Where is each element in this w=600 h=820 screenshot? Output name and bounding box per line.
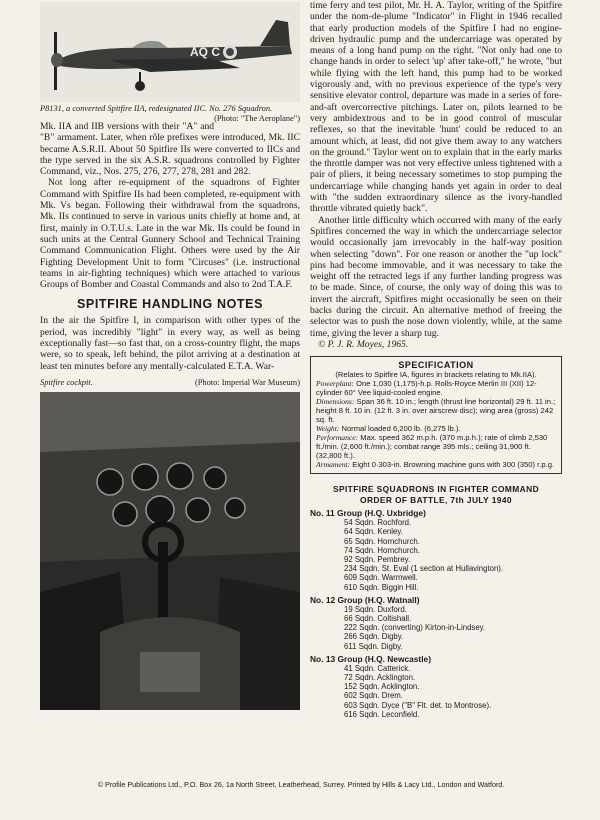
squadron-item: 222 Sqdn. (converting) Kirton-in-Lindsey. xyxy=(344,623,486,633)
squadrons-title xyxy=(310,484,562,505)
squadron-item: 54 Sqdn. Rochford. xyxy=(344,518,412,528)
squadron-item: 64 Sqdn. Kenley. xyxy=(344,527,403,537)
spec-subtitle: (Relates to Spitfire IA, figures in brackets relating to Mk.IIA). xyxy=(335,370,537,380)
top-photo-caption xyxy=(40,104,300,123)
cockpit-photo xyxy=(40,392,300,710)
handling-paragraph: In the air the Spitfire I, in comparison with other types of the period, was incredibly "light" in every way, as well as being exceptionally fast—so fast that, on a cross-country flight, the maps were, so to speak, left behind, the pilot arriving at a destination at least ten minutes before any mentally-calculated E.T.A. War- xyxy=(40,315,300,372)
spec-label: Powerplant: xyxy=(316,379,354,389)
spitfire-aircraft-image xyxy=(40,2,300,102)
squadron-item: 92 Sqdn. Pembrey. xyxy=(344,555,411,565)
top-photo-credit: (Photo: "The Aeroplane") xyxy=(214,114,300,123)
spec-text: One 1,030 (1,175)-h.p. Rolls-Royce Merlin III (XII) 12-cylinder 60° Vee liquid-cooled engine. xyxy=(316,379,537,398)
squadron-item: 19 Sqdn. Duxford. xyxy=(344,604,407,614)
spec-row xyxy=(316,460,556,469)
spec-text: Eight 0·303-in. Browning machine guns with 300 (350) r.p.g. xyxy=(350,460,555,470)
top-photo-caption-text: P8131, a converted Spitfire IIA, redesignated IIC. No. 276 Squadron. xyxy=(40,104,273,113)
spec-row xyxy=(316,433,556,460)
copyright-line: © P. J. R. Moyes, 1965. xyxy=(318,338,409,350)
squadron-group xyxy=(310,654,562,719)
squadron-item: 41 Sqdn. Catterick. xyxy=(344,663,411,673)
cockpit-caption-text: Spitfire cockpit. xyxy=(40,377,93,387)
squadron-group xyxy=(310,508,562,592)
spec-title: SPECIFICATION xyxy=(398,360,474,371)
left-paragraph: Mk. IIA and IIB versions with their "A" and "B" armament. Later, when rôle prefixes were introduced, Mk. IIC became A.S.R.II. About 50 Spitfire IIs were converted to IICs and the type served in the six A.S.R. squadrons controlled by Fighter Command, viz., Nos. 275, 276, 277, 278, 281 and 282. xyxy=(40,121,300,178)
squadron-item: 603 Sqdn. Dyce ("B" Flt. det. to Montrose). xyxy=(344,700,492,710)
squadron-item: 72 Sqdn. Acklington. xyxy=(344,673,416,683)
cockpit-photo-credit: (Photo: Imperial War Museum) xyxy=(194,377,300,387)
spec-row xyxy=(316,397,556,424)
left-paragraph: Not long after re-equipment of the squadrons of Fighter Command with Spitfire IIs had been completed, re-equipment with Mk. Vs began. Following their withdrawal from the squadrons, Mk. IIs continued to serve in various units chiefly at home and, at first, mainly in O.T.U.s. Late in the war Mk. IIs could be found in such units at the Central Gunnery School and Technical Training Command Communication Flight. Others were used by the Air Fighting Development Unit to form "Circuses" (i.e. instructional teams in air-fighting techniques) which were attached to various Groups of Bomber and Coastal Commands and also to 2nd T.A.F. xyxy=(40,177,300,291)
squadron-item: 66 Sqdn. Coltishall. xyxy=(344,614,412,624)
squadrons-title-line: ORDER OF BATTLE, 7th JULY 1940 xyxy=(360,494,512,505)
left-text xyxy=(40,121,300,290)
spec-label: Weight: xyxy=(316,424,340,434)
squadron-item: 266 Sqdn. Digby. xyxy=(344,632,404,642)
publisher-footer: © Profile Publications Ltd., P.O. Box 26, 1a North Street, Leatherhead, Surrey. Printed by Hills & Lacy Ltd., London and Watford. xyxy=(97,780,505,789)
spec-row xyxy=(316,379,556,397)
spec-text: Span 36 ft. 10 in.; length (thrust line horizontal) 29 ft. 11 in.; height 8 ft. 10 in. (12 ft. 3 in. over airscrew disc); wing area (gross) 242 sq. ft. xyxy=(316,397,556,425)
right-paragraph: time ferry and test pilot, Mr. H. A. Taylor, writing of the Spitfire under the nom-de-plume "Indicator" in Flight in 1946 recalled that early production models of the Spitfire I had no engine-driven hydraulic pump and the undercarriage was operated by means of a long hand pump on the right. "Not only had one to change hands in order to select 'up' after take-off," he wrote, "but while flying with the left hand, this pump had to be worked vigorously and, with no previous experience of the type's very sensitive elevator control, departure was made in a series of fore-and-aft overcorrective pitchings. Later on, pilots learned to be very ambidextrous and to be in good control of muscular reflexes, so that the inevitable 'hunt' could be reduced to an amount which, at least, did not give them away to any watchers on the ground." Taylor went on to explain that in the early marks the throttle damper was not very effective unless tightened with a pair of pliers, it being necessary sometimes to stop pumping the undercarriage while changing hands yet again in order to deal with "the sudden extraordinary silence as the ivory-handled throttle vibrated quietly back". xyxy=(310,0,562,215)
spec-text: Normal loaded 6,200 lb. (6,275 lb.). xyxy=(339,424,461,434)
squadron-item: 611 Sqdn. Digby. xyxy=(344,641,403,651)
left-column xyxy=(40,0,300,710)
spitfire-photo xyxy=(40,2,300,102)
squadron-item: 602 Sqdn. Drem. xyxy=(344,691,403,701)
squadron-item: 74 Sqdn. Hornchurch. xyxy=(344,545,420,555)
right-text xyxy=(310,0,562,350)
squadron-item: 152 Sqdn. Acklington. xyxy=(344,682,420,692)
group-name: No. 12 Group (H.Q. Watnall) xyxy=(310,594,420,605)
squadron-item: 65 Sqdn. Hornchurch. xyxy=(344,536,420,546)
aircraft-marking: AQ C xyxy=(190,45,220,59)
right-paragraph: Another little difficulty which occurred with many of the early Spitfires concerned the way in which the undercarriage selector would occasionally jam irrevocably in the half-way position when selecting "down". For one reason or another the "up lock" pins had become immovable, and it was necessary to take the weight off the retracted legs if any further landing progress was to be made. Since, of course, the only way of doing this was to invert the aircraft, Spitfires might occasionally be seen on their backs during the circuit. An alternative method of freeing the selector was to push the nose down violently, while, at the same time, giving the lever a sharp tug. xyxy=(310,214,562,339)
group-name: No. 13 Group (H.Q. Newcastle) xyxy=(310,653,431,664)
squadron-item: 610 Sqdn. Biggin Hill. xyxy=(344,582,419,592)
spec-label: Dimensions: xyxy=(316,397,355,407)
specification-box xyxy=(310,356,562,474)
cockpit-image xyxy=(40,392,300,710)
handling-notes-heading: SPITFIRE HANDLING NOTES xyxy=(76,297,264,312)
cockpit-photo-caption xyxy=(40,378,300,388)
group-name: No. 11 Group (H.Q. Uxbridge) xyxy=(310,508,426,519)
squadron-item: 234 Sqdn. St. Eval (1 section at Hullavington). xyxy=(344,564,504,574)
spec-text: Max. speed 362 m.p.h. (370 m.p.h.); rate of climb 2,530 ft./min. (2,600 ft./min.); combat range 395 mls.; ceiling 31,900 ft. (32,800 ft.). xyxy=(316,433,548,461)
squadron-item: 609 Sqdn. Warmwell. xyxy=(344,573,418,583)
spec-label: Armament: xyxy=(316,460,351,470)
squadrons-title-line: SPITFIRE SQUADRONS IN FIGHTER COMMAND xyxy=(332,484,540,495)
right-column xyxy=(310,0,562,719)
squadron-item: 616 Sqdn. Leconfield. xyxy=(344,709,420,719)
spec-row xyxy=(316,424,556,433)
squadron-group xyxy=(310,595,562,651)
spec-label: Performance: xyxy=(316,433,359,443)
